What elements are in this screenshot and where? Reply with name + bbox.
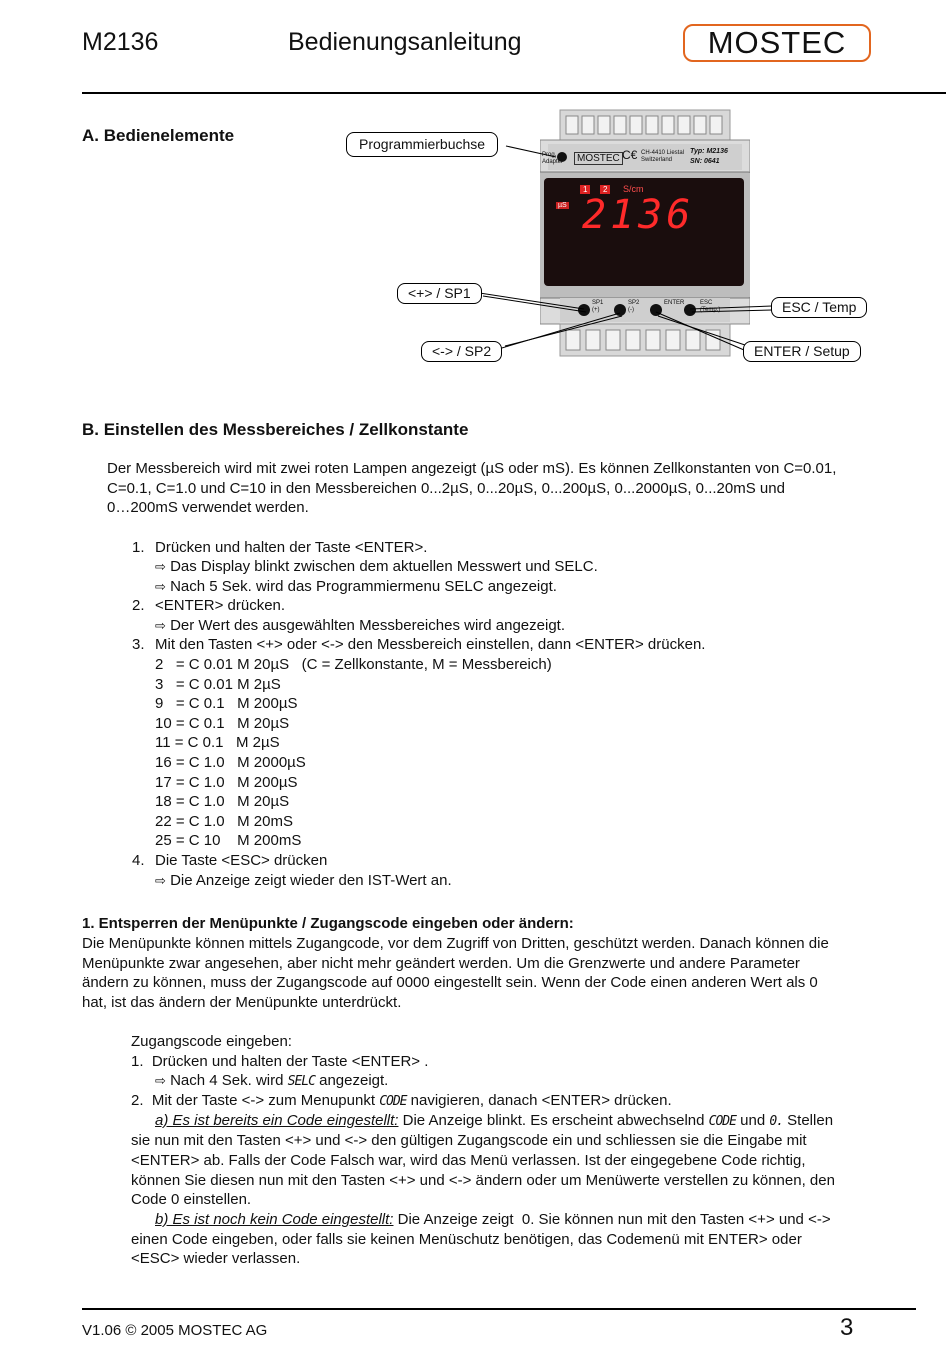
step-sub: ⇨ Das Display blinkt zwischen dem aktuellen Messwert und SELC. bbox=[155, 558, 598, 575]
footer-version: V1.06 © 2005 MOSTEC AG bbox=[82, 1322, 268, 1339]
code-line: 25 = C 10 M 200mS bbox=[155, 832, 302, 849]
code-line: 22 = C 1.0 M 20mS bbox=[155, 813, 293, 830]
code-line: 11 = C 0.1 M 2µS bbox=[155, 734, 280, 751]
step-text: <ENTER> drücken. bbox=[155, 597, 286, 614]
device-type: Typ: M2136 bbox=[690, 148, 728, 155]
callout-lines bbox=[0, 0, 950, 380]
button-esc-label: ESC (Temp.) bbox=[700, 300, 721, 313]
zugang-step-1: 1. Drücken und halten der Taste <ENTER> . bbox=[131, 1053, 429, 1070]
footer-rule bbox=[82, 1308, 916, 1310]
case-a-text: Code 0 einstellen. bbox=[131, 1191, 252, 1208]
section-1-heading: 1. Entsperren der Menüpunkte / Zugangscode eingeben oder ändern: bbox=[82, 915, 574, 932]
step-sub: ⇨ Der Wert des ausgewählten Messbereiches wird angezeigt. bbox=[155, 617, 565, 634]
section-a-heading: A. Bedienelemente bbox=[82, 126, 235, 145]
step-number: 1. bbox=[132, 539, 145, 556]
callout-enter-setup: ENTER / Setup bbox=[743, 341, 861, 362]
case-a-label: a) Es ist bereits ein Code eingestellt: bbox=[155, 1112, 399, 1129]
para-line: Die Menüpunkte können mittels Zugangcode, vor dem Zugriff von Dritten, geschützt werden. Danach können die bbox=[82, 935, 829, 952]
intro-line: C=0.1, C=1.0 und C=10 in den Messbereichen 0...2µS, 0...20µS, 0...200µS, 0...2000µS, 0...20mS und bbox=[107, 480, 785, 497]
zugang-step-1-sub: ⇨ Nach 4 Sek. wird SELC angezeigt. bbox=[155, 1072, 389, 1089]
segment-text: CODE bbox=[708, 1114, 736, 1129]
button-enter-label: ENTER bbox=[664, 300, 685, 306]
step-number: 4. bbox=[132, 852, 145, 869]
device-location: CH-4410 Liestal Switzerland bbox=[641, 150, 685, 163]
code-line: 16 = C 1.0 M 2000µS bbox=[155, 754, 306, 771]
case-a-text: können Sie diesen nun mit den Tasten <+> und <-> ändern oder um Menüwerte verstellen zu können, den bbox=[131, 1172, 835, 1189]
arrow-icon: ⇨ bbox=[155, 873, 166, 888]
document-title: Bedienungsanleitung bbox=[288, 28, 522, 56]
lamp-1: 1 bbox=[580, 185, 590, 194]
sub-heading: Zugangscode eingeben: bbox=[131, 1033, 292, 1050]
callout-esc-temp: ESC / Temp bbox=[771, 297, 867, 318]
case-a-line: a) Es ist bereits ein Code eingestellt: Die Anzeige blinkt. Es erscheint abwechselnd CODE und 0. Stellen bbox=[155, 1112, 834, 1129]
step-sub: ⇨ Nach 5 Sek. wird das Programmiermenu SELC angezeigt. bbox=[155, 578, 557, 595]
case-a-text: <ENTER> ab. Falls der Code Falsch war, wird das Menü verlassen. Ist der eingegebene Code richtig, bbox=[131, 1152, 806, 1169]
device-brand: MOSTEC bbox=[574, 152, 623, 165]
case-b-label: b) Es ist noch kein Code eingestellt: bbox=[155, 1211, 394, 1228]
para-line: hat, ist das ändern der Menüpunkte unterdrückt. bbox=[82, 994, 402, 1011]
case-b-line: b) Es ist noch kein Code eingestellt: Die Anzeige zeigt 0. Sie können nun mit den Tasten <+> und <-> bbox=[155, 1211, 831, 1228]
unit-label: S/cm bbox=[623, 184, 644, 194]
case-a-text: sie nun mit den Tasten <+> und <-> den gültigen Zugangscode ein und schliessen sie die Eingabe mit bbox=[131, 1132, 807, 1149]
case-b-text: <ESC> wieder verlassen. bbox=[131, 1250, 301, 1267]
code-line: 10 = C 0.1 M 20µS bbox=[155, 715, 290, 732]
arrow-icon: ⇨ bbox=[155, 1073, 166, 1088]
step-number: 2. bbox=[132, 597, 145, 614]
callout-plus-sp1: <+> / SP1 bbox=[397, 283, 482, 304]
callout-minus-sp2: <-> / SP2 bbox=[421, 341, 502, 362]
section-b-heading: B. Einstellen des Messbereiches / Zellkonstante bbox=[82, 420, 469, 439]
step-text: Mit den Tasten <+> oder <-> den Messbereich einstellen, dann <ENTER> drücken. bbox=[155, 636, 706, 653]
segment-text: 0. bbox=[769, 1114, 783, 1129]
intro-line: 0…200mS verwendet werden. bbox=[107, 499, 309, 516]
ce-mark: C€ bbox=[622, 148, 638, 162]
arrow-icon: ⇨ bbox=[155, 618, 166, 633]
step-sub: ⇨ Die Anzeige zeigt wieder den IST-Wert an. bbox=[155, 872, 452, 889]
seven-segment-display: 2136 bbox=[582, 192, 695, 238]
segment-text: SELC bbox=[287, 1074, 315, 1089]
step-number: 3. bbox=[132, 636, 145, 653]
zugang-step-2: 2. Mit der Taste <-> zum Menupunkt CODE navigieren, danach <ENTER> drücken. bbox=[131, 1092, 672, 1109]
code-line: 9 = C 0.1 M 200µS bbox=[155, 695, 298, 712]
device-serial: SN: 0641 bbox=[690, 158, 720, 165]
callout-programmierbuchse: Programmierbuchse bbox=[346, 132, 498, 157]
segment-text: CODE bbox=[379, 1094, 407, 1109]
us-label: µS bbox=[558, 202, 567, 209]
button-sp2-label: SP2 (-) bbox=[628, 300, 640, 313]
lamp-2: 2 bbox=[600, 185, 610, 194]
step-text: Drücken und halten der Taste <ENTER>. bbox=[155, 539, 428, 556]
page-number: 3 bbox=[840, 1314, 854, 1341]
arrow-icon: ⇨ bbox=[155, 579, 166, 594]
code-line: 3 = C 0.01 M 2µS bbox=[155, 676, 281, 693]
code-line: 18 = C 1.0 M 20µS bbox=[155, 793, 290, 810]
button-sp1-label: SP1 (+) bbox=[592, 300, 604, 313]
arrow-icon: ⇨ bbox=[155, 559, 166, 574]
case-b-text: einen Code eingeben, oder falls sie keinen Menüschutz benötigen, das Codemenü mit ENTER> oder bbox=[131, 1231, 802, 1248]
model-number: M2136 bbox=[82, 28, 159, 56]
step-text: Die Taste <ESC> drücken bbox=[155, 852, 328, 869]
intro-line: Der Messbereich wird mit zwei roten Lampen angezeigt (µS oder mS). Es können Zellkonstanten von C=0.01, bbox=[107, 460, 837, 477]
para-line: ändern zu können, muss der Zugangscode auf 0000 eingestellt sein. Wenn der Code einen anderen Wert als 0 bbox=[82, 974, 818, 991]
para-line: Menüpunkte zwar angesehen, aber nicht mehr geändert werden. Um die Grenzwerte und andere Parameter bbox=[82, 955, 800, 972]
mostec-logo: MOSTEC bbox=[683, 24, 871, 62]
code-line: 17 = C 1.0 M 200µS bbox=[155, 774, 298, 791]
prog-adapter-label: Prog. Adapter bbox=[542, 152, 564, 165]
code-line: 2 = C 0.01 M 20µS (C = Zellkonstante, M = Messbereich) bbox=[155, 656, 552, 673]
